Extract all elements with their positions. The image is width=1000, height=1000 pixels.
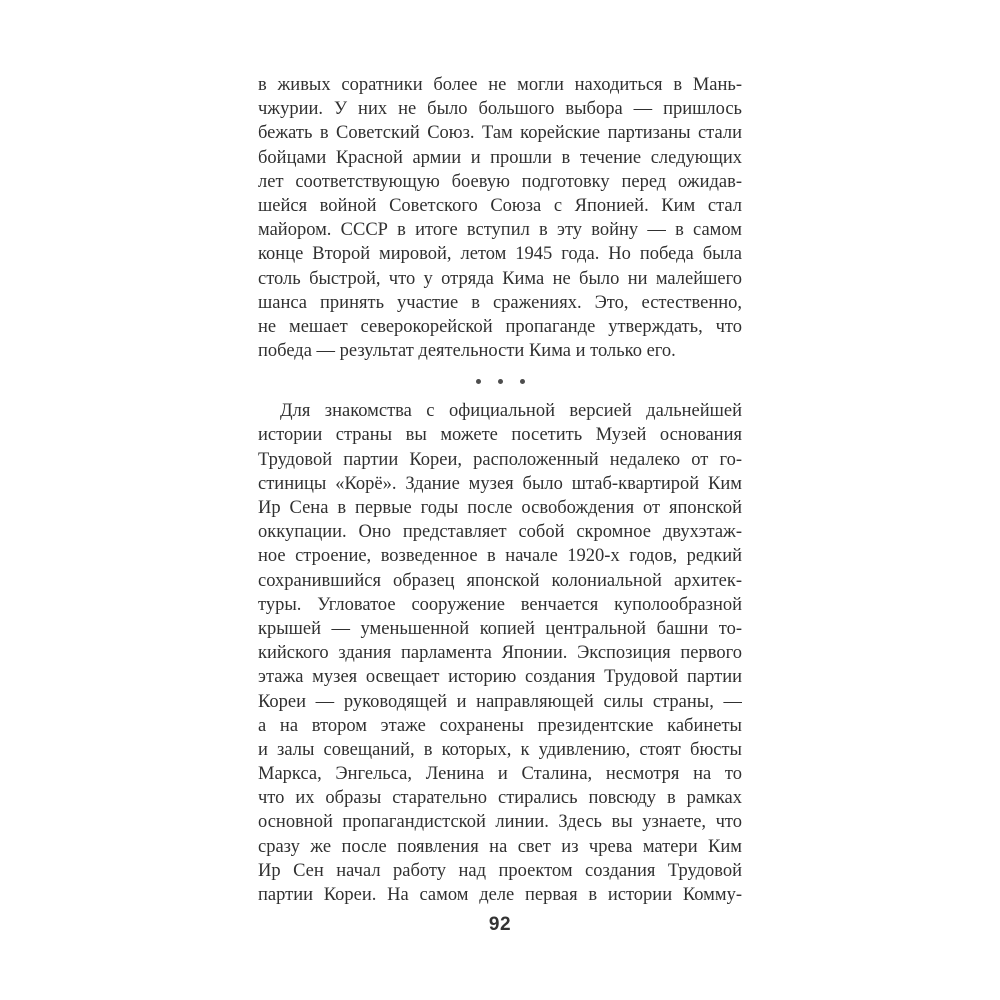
text-line: основной пропагандистской линии. Здесь вы узнаете, что — [258, 812, 742, 833]
text-line: сразу же после появления на свет из чрева матери Ким — [258, 836, 742, 857]
paragraph-kim-soviet-union — [258, 73, 742, 363]
text-line: Кореи — руководящей и направляющей силы страны, — — [258, 691, 742, 712]
page-number: 92 — [488, 914, 512, 936]
text-line: сохранившийся образец японской колониальной архитек- — [258, 570, 742, 591]
text-line: лет соответствующую боевую подготовку перед ожидав- — [258, 171, 742, 192]
text-line: победа — результат деятельности Кима и только его. — [258, 341, 676, 362]
text-line: Трудовой партии Кореи, расположенный недалеко от го- — [258, 449, 742, 470]
text-line: не мешает северокорейской пропаганде утверждать, что — [258, 316, 742, 337]
text-line: ное строение, возведенное в начале 1920-х годов, редкий — [258, 546, 742, 567]
text-line: туры. Угловатое сооружение венчается куполообразной — [258, 594, 742, 615]
text-line: крышей — уменьшенной копией центральной башни то- — [258, 618, 742, 639]
paragraph-museum-party-founding — [258, 399, 742, 907]
text-line: Ир Сена в первые годы после освобождения от японской — [258, 498, 742, 518]
text-line: Ир Сен начал работу над проектом создания Трудовой — [258, 860, 742, 881]
text-line: кийского здания парламента Японии. Экспозиция первого — [258, 643, 742, 664]
text-line: Маркса, Энгельса, Ленина и Сталина, несмотря на то — [258, 764, 742, 785]
text-line: оккупации. Оно представляет собой скромное двухэтаж- — [258, 522, 742, 543]
separator-dot-icon — [476, 379, 481, 384]
separator-dot-icon — [498, 379, 503, 384]
text-line: и залы совещаний, в которых, к удивлению, стоят бюсты — [258, 739, 742, 760]
text-line: что их образы старательно стирались повсюду в рамках — [258, 788, 742, 809]
text-line: конце Второй мировой, летом 1945 года. Но победа была — [258, 244, 742, 265]
text-line: а на втором этаже сохранены президентские кабинеты — [258, 715, 742, 736]
text-line: столь быстрой, что у отряда Кима не было ни малейшего — [258, 268, 742, 289]
text-column — [258, 0, 742, 907]
text-line: майором. СССР в итоге вступил в эту войну — в самом — [258, 220, 742, 241]
text-line: чжурии. У них не было большого выбора — пришлось — [258, 99, 742, 120]
section-separator — [258, 363, 742, 399]
text-line: стиницы «Корё». Здание музея было штаб-квартирой Ким — [258, 473, 742, 494]
text-line: в живых соратники более не могли находиться в Мань- — [258, 75, 742, 95]
text-line: шанса принять участие в сражениях. Это, естественно, — [258, 292, 742, 313]
text-line: партии Кореи. На самом деле первая в истории Комму- — [258, 885, 742, 905]
text-line: шейся войной Советского Союза с Японией. Ким стал — [258, 195, 742, 216]
text-line: бежать в Советский Союз. Там корейские партизаны стали — [258, 123, 742, 144]
text-line: истории страны вы можете посетить Музей основания — [258, 425, 742, 446]
text-line: Для знакомства с официальной версией дальнейшей — [280, 401, 742, 422]
text-line: бойцами Красной армии и прошли в течение следующих — [258, 147, 742, 168]
text-line: этажа музея освещает историю создания Трудовой партии — [258, 667, 742, 688]
separator-dot-icon — [520, 379, 525, 384]
